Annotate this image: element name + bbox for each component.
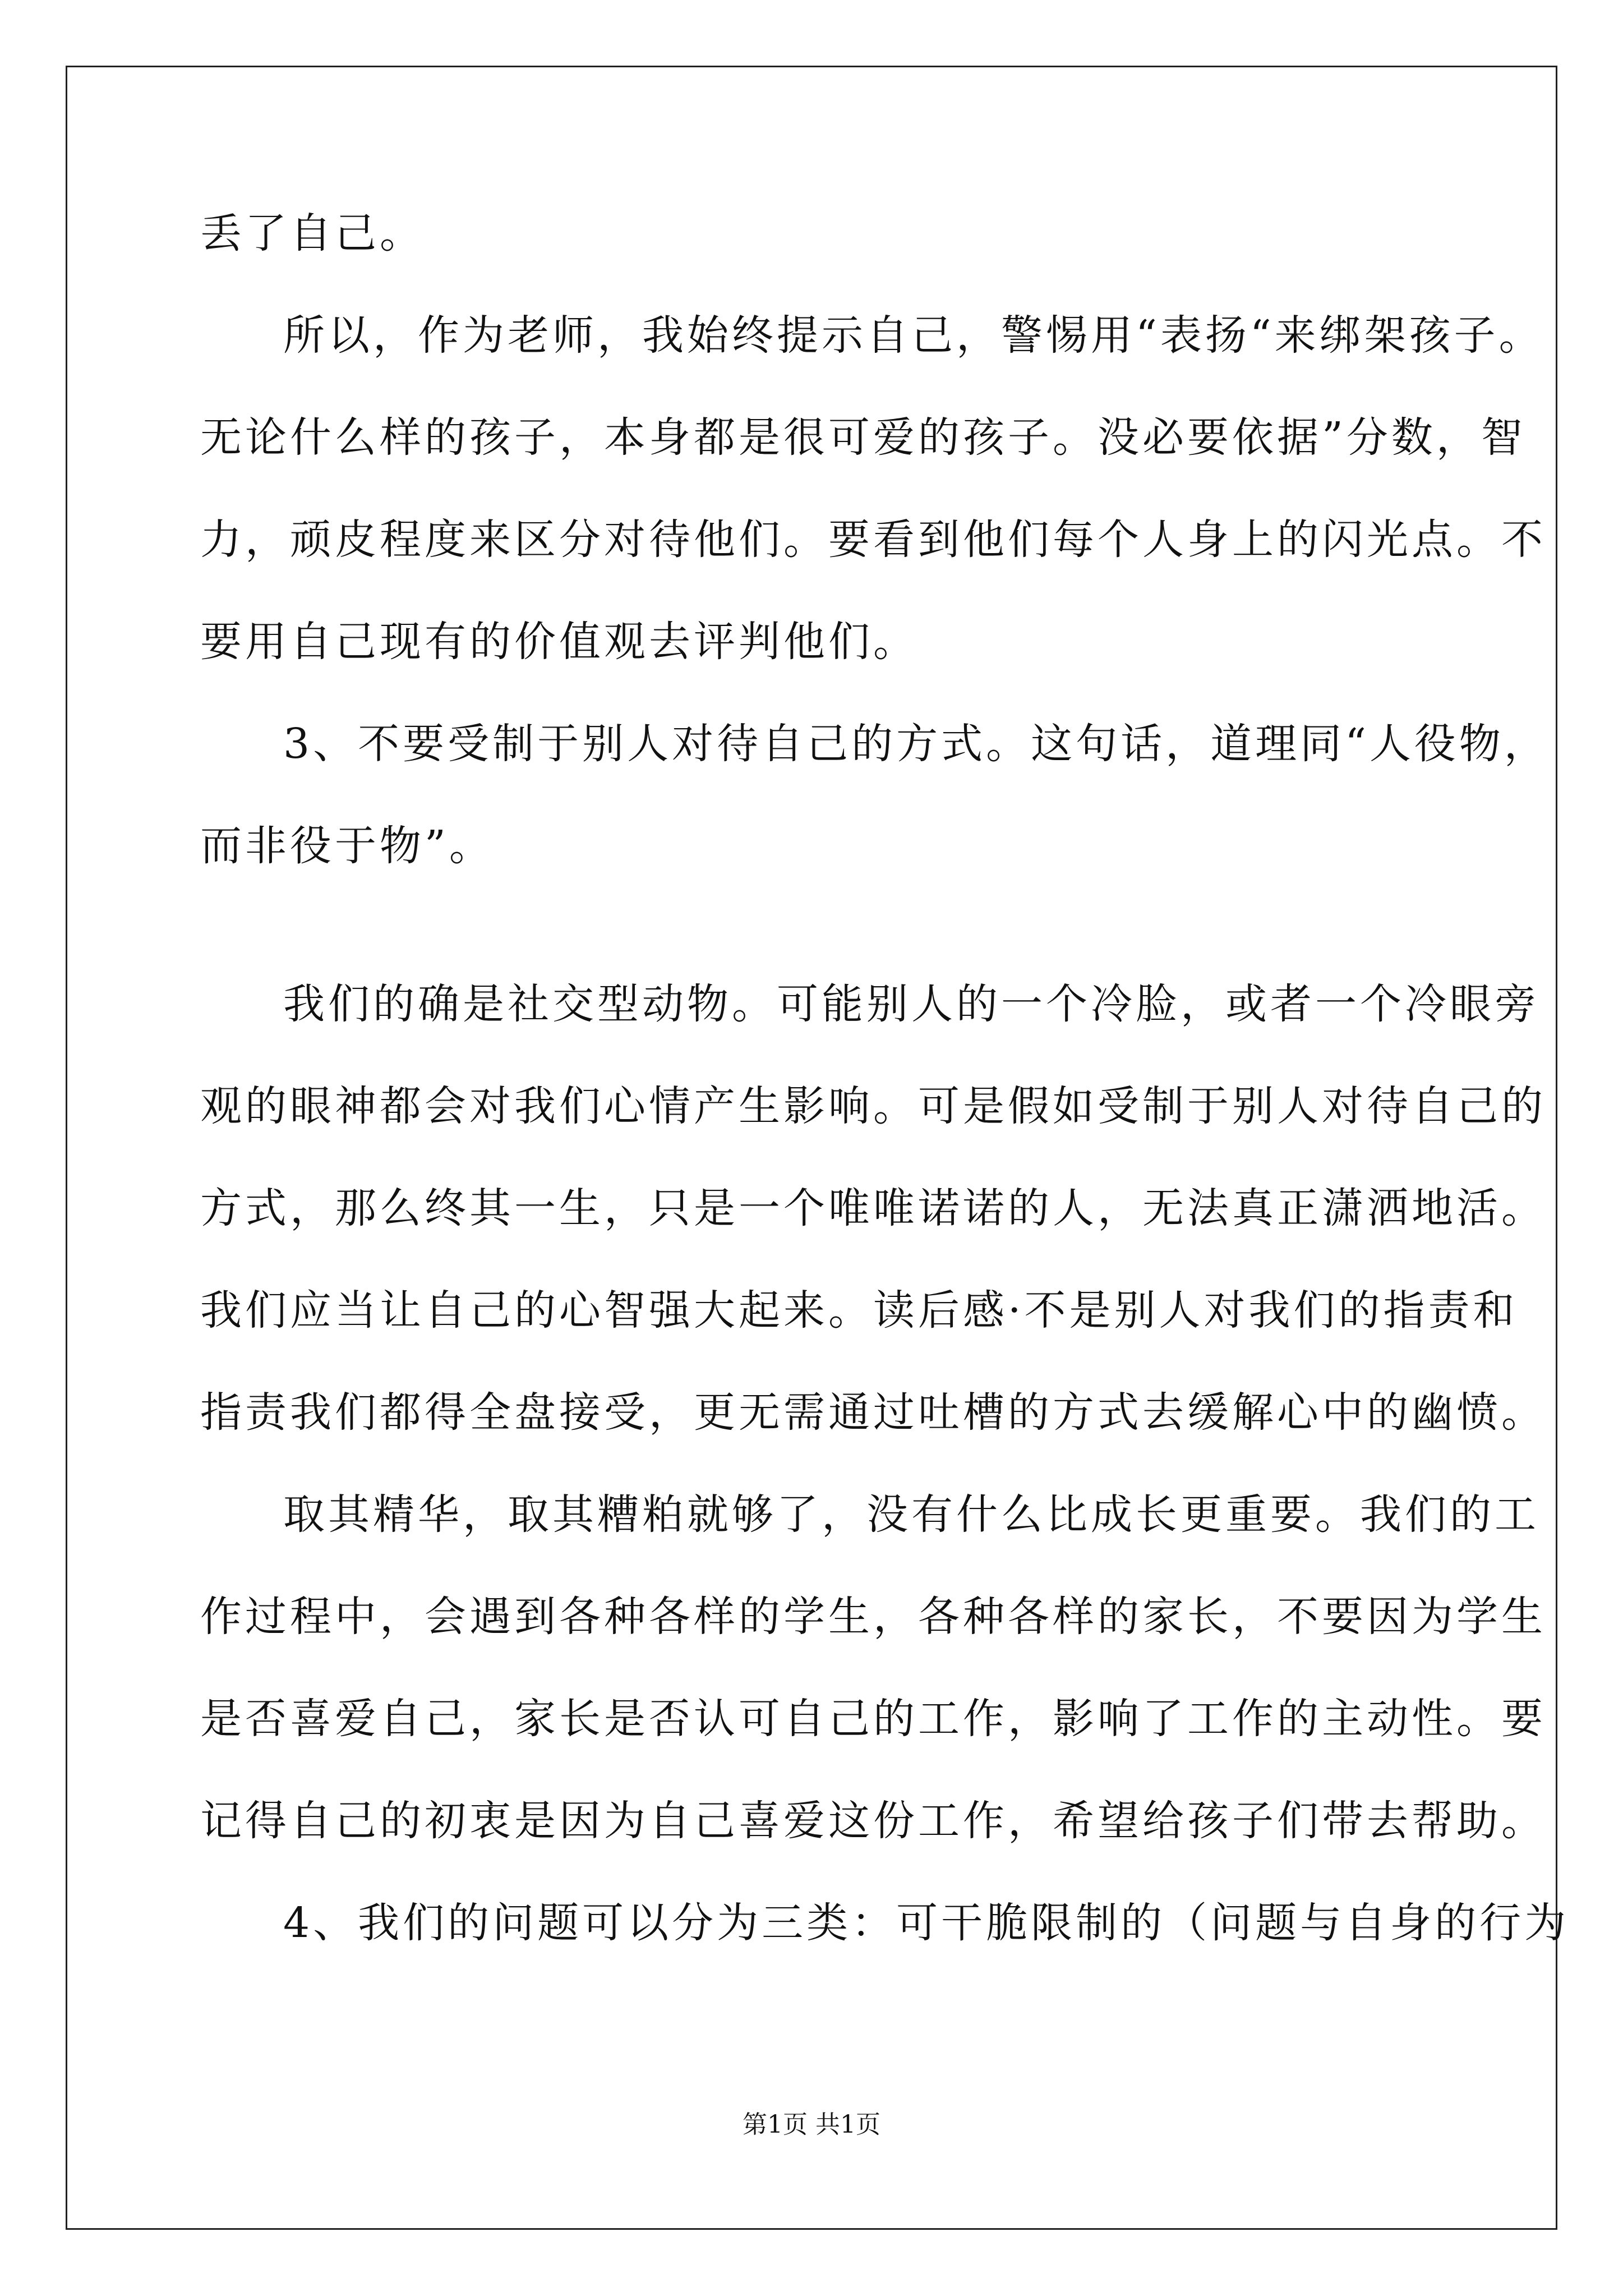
text-line: 丢了自己。 <box>200 209 425 257</box>
text-line: 无论什么样的孩子，本身都是很可爱的孩子。没必要依据”分数，智 <box>200 413 1526 462</box>
text-line: 力，顽皮程度来区分对待他们。要看到他们每个人身上的闪光点。不 <box>200 516 1546 564</box>
text-line: 3、不要受制于别人对待自己的方式。这句话，道理同“人役物， <box>283 720 1549 768</box>
text-line: 我们的确是社交型动物。可能别人的一个冷脸，或者一个冷眼旁 <box>283 980 1539 1028</box>
text-line: 我们应当让自己的心智强大起来。读后感·不是别人对我们的指责和 <box>200 1286 1518 1335</box>
text-line: 所以，作为老师，我始终提示自己，警惕用“表扬“来绑架孩子。 <box>283 311 1544 360</box>
text-line: 方式，那么终其一生，只是一个唯唯诺诺的人，无法真正潇洒地活。 <box>200 1184 1546 1232</box>
text-line: 取其精华，取其糟粕就够了，没有什么比成长更重要。我们的工 <box>283 1490 1539 1539</box>
text-line: 观的眼神都会对我们心情产生影响。可是假如受制于别人对待自己的 <box>200 1082 1546 1130</box>
text-line: 指责我们都得全盘接受，更无需通过吐槽的方式去缓解心中的幽愤。 <box>200 1388 1546 1437</box>
text-line: 记得自己的初衷是因为自己喜爱这份工作，希望给孩子们带去帮助。 <box>200 1797 1546 1845</box>
page-number: 第1页 共1页 <box>743 2110 880 2139</box>
text-line: 作过程中，会遇到各种各样的学生，各种各样的家长，不要因为学生 <box>200 1593 1546 1641</box>
text-line: 而非役于物”。 <box>200 822 494 870</box>
text-line: 是否喜爱自己，家长是否认可自己的工作，影响了工作的主动性。要 <box>200 1695 1546 1743</box>
text-line: 要用自己现有的价值观去评判他们。 <box>200 618 918 666</box>
text-line: 4、我们的问题可以分为三类：可干脆限制的（问题与自身的行为 <box>283 1899 1570 1947</box>
